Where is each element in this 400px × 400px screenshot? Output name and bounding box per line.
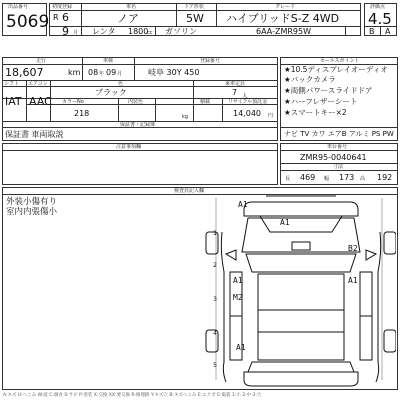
seats: 7 [232,88,238,97]
lane-number: 2 [213,262,217,269]
grade: ハイブリッドS-Z 4WD [226,12,340,25]
length: 469 [300,173,316,182]
interior-grade: A [385,27,391,36]
damage-mark: A1 [348,276,358,285]
inspector-note: 室内内張傷小 [6,207,58,217]
lane-number: 3 [213,296,217,303]
damage-mark: A1 [236,343,246,352]
sales-title: セールスポイント [320,58,360,64]
inspection-label: 車検 [103,58,114,64]
lot-number: 5069 [6,12,50,32]
inspection-month: 09 [106,68,117,77]
first-reg-label: 初度登録 [52,4,73,10]
shift: IAT [5,95,22,108]
mileage: 18,607 [5,66,44,79]
aircon-label: エアコン [28,81,48,87]
notes-title: 注意事項欄 [116,144,142,150]
inspector-note: 外装小傷有り [6,197,58,207]
size-label: 寸法 [333,164,344,170]
damage-mark: A1 [280,218,290,227]
damage-mark: M2 [233,293,243,302]
load-unit: kg [182,114,189,120]
displacement-unit: cc [147,30,153,36]
doors: 5W [186,12,204,25]
lane-number: 4 [213,330,217,337]
width: 173 [339,173,355,182]
reg-year: 6 [62,11,69,24]
recycle-amount: 14,040 [233,109,261,118]
reg-month: 9 [62,25,69,38]
plate-label: 登録番号 [200,58,221,64]
era: R [53,13,59,22]
chassis: ZMR95-0040641 [300,153,367,162]
damage-mark: A1 [233,276,243,285]
int-color-label: 内装色 [128,99,144,105]
lane-number: 1 [213,230,217,237]
sales-item: ★両側パワースライドドア [284,86,373,95]
seats-label: 乗車定員 [225,81,246,87]
lane-number: 5 [213,362,217,369]
car-name: ノア [117,12,139,25]
inspector-title: 検査員記入欄 [174,188,205,194]
inspection-year-unit: 年 [99,71,105,77]
displacement: 1800 [128,27,149,36]
mileage-unit: km [68,68,81,77]
damage-mark: A1 [238,200,248,209]
doors-label: ドア形状 [184,4,204,10]
history-label: 保証書・記録簿 [120,122,156,128]
model: 6AA-ZMR95W [256,27,311,36]
car-diagram [200,192,396,388]
length-label: 長 [285,176,291,182]
damage-mark: B2 [348,244,358,253]
aircon: AAC [29,95,52,108]
seats-unit: 人 [242,93,249,100]
inspection-month-unit: 月 [117,71,123,77]
recycle-label: リサイクル預託金 [228,99,268,105]
sales-item: ★10.5ディスプレイオーディオ [284,65,388,74]
width-label: 幅 [324,176,330,182]
sales-item: ★ハーフレザーシート [284,97,358,106]
equipment: ナビ TV カワ エアB アルミ PS PW [284,130,394,138]
plate: 岐阜 30Y 450 [148,68,200,77]
height: 192 [377,173,393,182]
fuel: ガソリン [165,27,197,36]
lot-label: 出品番号 [8,4,29,10]
color: ブラック [95,88,127,97]
sales-item: ★バックカメラ [284,75,336,84]
mileage-label: 走行 [36,58,47,64]
history: 保証書 車両取説 [5,130,64,139]
color-no-label: カラーNo [62,99,84,105]
inspection-year: 08 [88,68,99,77]
month-unit: 月 [73,30,79,36]
load-label: 積載 [200,99,211,105]
car-name-label: 車名 [126,4,137,10]
chassis-label: 車台番号 [327,144,348,150]
grade-label: グレード [275,4,296,10]
recycle-unit: 円 [268,113,274,119]
score: 4.5 [368,10,392,28]
shift-label: シフト [4,81,20,87]
exterior-grade: B [369,27,375,36]
usage: レンタ [92,27,116,36]
sales-item: ★スマートキー×2 [284,108,347,117]
color-label: 色 [118,81,124,87]
height-label: 高 [360,176,366,182]
score-label: 評価点 [370,4,386,10]
color-no: 218 [74,109,90,118]
damage-legend: A:キズ U:へこみ W:波 C:腐食 S:サビ P:塗装 X:交換 XX:要交換 R:修理跡 Y:キズ穴 B:キズへこみ E:エクボ E:亀裂 1:小 2:中 3:大 [3,393,262,398]
